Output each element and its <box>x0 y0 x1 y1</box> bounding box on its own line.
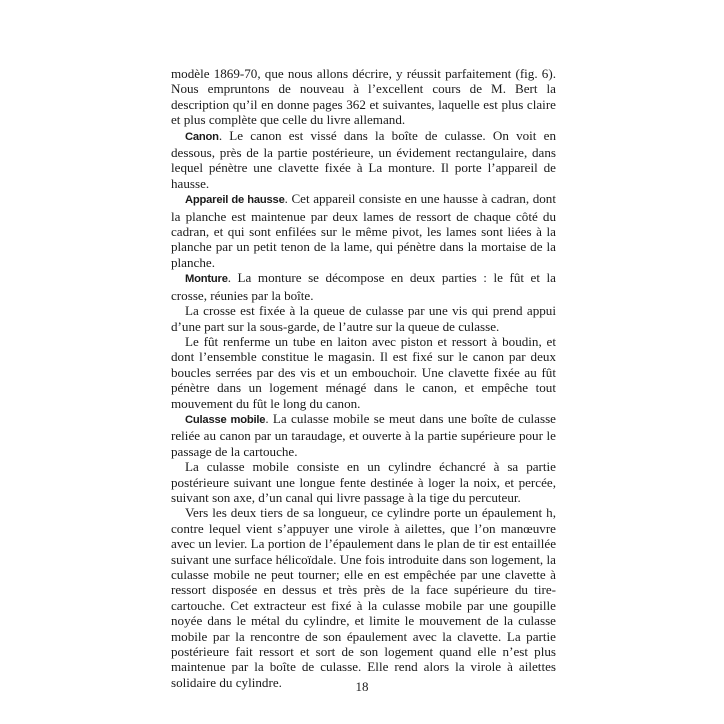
paragraph-text: La culasse mobile consiste en un cylindre échancré à sa partie postérieure suivant une longue fente destinée à loger la noix, et percée, suivant son axe, d’un canal qui livre passage à la tige du percuteur. <box>171 459 556 505</box>
paragraph <box>171 66 556 128</box>
paragraph-monture <box>171 270 556 303</box>
paragraph <box>171 334 556 411</box>
body-text <box>171 66 556 690</box>
paragraph <box>171 303 556 334</box>
section-lead-monture: Monture <box>185 273 228 286</box>
paragraph <box>171 505 556 690</box>
section-lead-culasse-mobile: Culasse mobile <box>185 413 266 426</box>
paragraph-text: Vers les deux tiers de sa longueur, ce cylindre porte un épaulement h, contre lequel vient s’appuyer une virole à ailettes, que l’on manœuvre avec un levier. La portion de l’épaulement dans le plan de tir est entaillée suivant une surface hélicoïdale. Une fois introduite dans son logement, la culasse mobile ne peut tourner; elle en est empêchée par une clavette à ressort disposée en dessus et très près de la face supérieure du tire-cartouche. Cet extracteur est fixé à la culasse mobile par une goupille noyée dans le métal du cylindre, et limite le mouvement de la culasse mobile par la rencontre de son épaulement avec la clavette. La partie postérieure fait ressort et sort de son logement quand elle n’est plus maintenue par la boîte de culasse. Elle rend alors la virole à ailettes solidaire du cylindre. <box>171 505 556 690</box>
paragraph-text: . Cet appareil consiste en une hausse à cadran, dont la planche est maintenue par deux lames de ressort de chaque côté du cadran, et qui sont enfilées sur le même pivot, les lames sont liées à la planche par un petit tenon de la lame, qui pénètre dans la mortaise de la planche. <box>171 191 556 270</box>
paragraph-canon <box>171 128 556 192</box>
paragraph <box>171 459 556 505</box>
paragraph-appareil-de-hausse <box>171 191 556 270</box>
section-lead-appareil-de-hausse: Appareil de hausse <box>185 194 285 207</box>
paragraph-text: modèle 1869-70, que nous allons décrire, y réussit parfaitement (fig. 6). Nous empruntons de nouveau à l’excellent cours de M. Bert la description qu’il en donne pages 362 et suivantes, laquelle est plus claire et plus complète que celle du livre allemand. <box>171 66 556 128</box>
paragraph-text: . Le canon est vissé dans la boîte de culasse. On voit en dessous, près de la partie postérieure, un évidement rectangulaire, dans lequel pénètre une clavette fixée à La monture. Il porte l’appareil de hausse. <box>171 127 556 191</box>
paragraph-culasse-mobile <box>171 411 556 459</box>
paragraph-text: . La culasse mobile se meut dans une boîte de culasse reliée au canon par un taraudage, et ouverte à la partie supérieure pour le passage de la cartouche. <box>171 410 556 459</box>
section-lead-canon: Canon <box>185 130 219 143</box>
paragraph-text: Le fût renferme un tube en laiton avec piston et ressort à boudin, et dont l’ensemble constitue le magasin. Il est fixé sur le canon par deux boucles serrées par des vis et un embouchoir. Une clavette fixée au fût pénètre dans un logement ménagé dans le canon, et empêche tout mouvement du fût le long du canon. <box>171 333 556 411</box>
paragraph-text: La crosse est fixée à la queue de culasse par une vis qui prend appui d’une part sur la sous-garde, de l’autre sur la queue de culasse. <box>171 303 556 334</box>
paragraph-text: . La monture se décompose en deux parties : le fût et la crosse, réunies par la boîte. <box>171 270 556 303</box>
page-number: 18 <box>355 679 369 694</box>
